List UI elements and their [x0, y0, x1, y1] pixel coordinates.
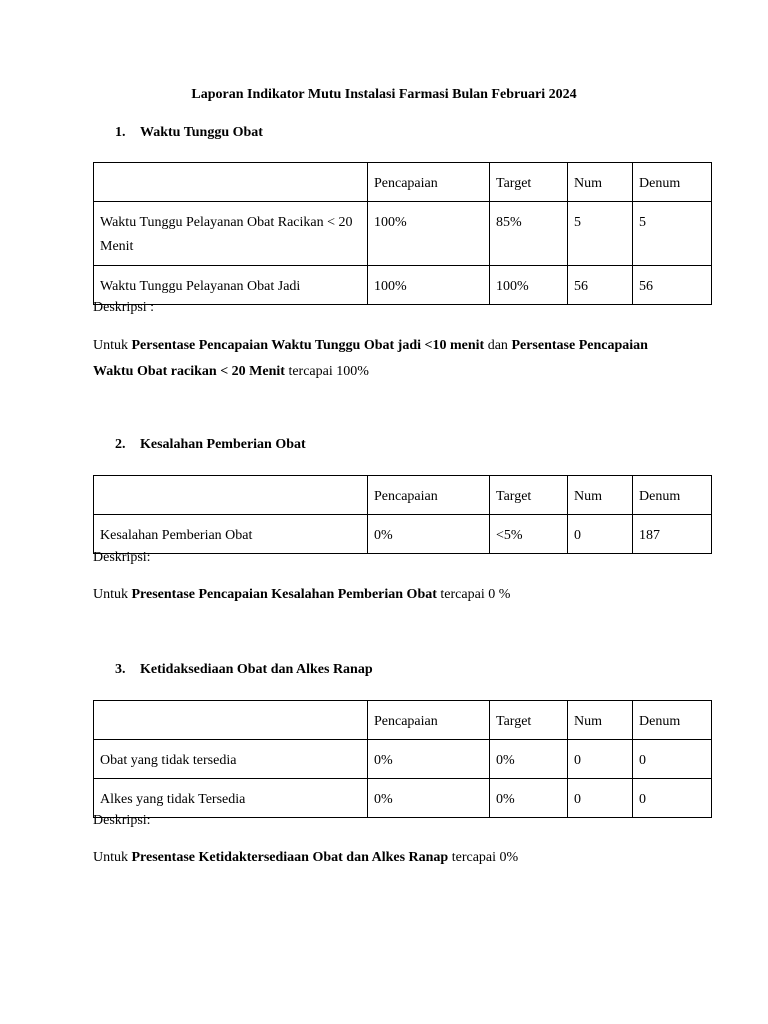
table-header-row	[94, 701, 712, 740]
denum-cell: 56	[633, 266, 712, 305]
indicator-cell: Waktu Tunggu Pelayanan Obat Jadi	[94, 266, 368, 305]
pencapaian-cell: 0%	[368, 779, 490, 818]
header-cell: Target	[490, 701, 568, 740]
table-header-row	[94, 163, 712, 202]
table-kesalahan	[93, 475, 712, 554]
header-cell	[94, 163, 368, 202]
target-cell: 85%	[490, 202, 568, 266]
target-cell: <5%	[490, 515, 568, 554]
pencapaian-cell: 0%	[368, 515, 490, 554]
description-text	[93, 333, 673, 385]
header-cell: Pencapaian	[368, 163, 490, 202]
section-number: 2.	[115, 437, 126, 452]
denum-cell: 0	[633, 779, 712, 818]
desc-text: tercapai 0%	[448, 850, 519, 865]
section-heading-waktu-tunggu	[115, 125, 263, 141]
section-title: Kesalahan Pemberian Obat	[140, 437, 306, 452]
section-title: Waktu Tunggu Obat	[140, 125, 263, 140]
denum-cell: 0	[633, 740, 712, 779]
header-cell: Denum	[633, 701, 712, 740]
pencapaian-cell: 0%	[368, 740, 490, 779]
num-cell: 0	[568, 779, 633, 818]
pencapaian-cell: 100%	[368, 266, 490, 305]
description-text	[93, 845, 673, 871]
indicator-cell: Kesalahan Pemberian Obat	[94, 515, 368, 554]
table-row	[94, 202, 712, 266]
table-row	[94, 266, 712, 305]
desc-bold: Persentase Pencapaian Waktu Obat racikan < 20 Menit	[93, 338, 648, 379]
desc-text: Untuk	[93, 850, 132, 865]
table-row	[94, 779, 712, 818]
header-cell: Target	[490, 163, 568, 202]
header-cell	[94, 476, 368, 515]
section-number: 1.	[115, 125, 126, 140]
header-cell: Denum	[633, 163, 712, 202]
description-label: Deskripsi:	[93, 550, 151, 565]
pencapaian-cell: 100%	[368, 202, 490, 266]
desc-bold: Presentase Pencapaian Kesalahan Pemberian Obat	[131, 587, 437, 602]
table-ketidaksediaan	[93, 700, 712, 818]
section-heading-ketidaksediaan	[115, 662, 373, 678]
description-text	[93, 582, 673, 608]
description-label: Deskripsi :	[93, 300, 155, 315]
table-header-row	[94, 476, 712, 515]
num-cell: 56	[568, 266, 633, 305]
header-cell	[94, 701, 368, 740]
table-waktu-tunggu	[93, 162, 712, 305]
indicator-cell: Alkes yang tidak Tersedia	[94, 779, 368, 818]
desc-text: Untuk	[93, 338, 132, 353]
header-cell: Pencapaian	[368, 701, 490, 740]
desc-bold: Persentase Pencapaian Waktu Tunggu Obat jadi <10 menit	[131, 338, 485, 353]
indicator-cell: Waktu Tunggu Pelayanan Obat Racikan < 20 Menit	[94, 202, 368, 266]
desc-text: tercapai 100%	[284, 364, 369, 379]
desc-text: Untuk	[93, 587, 132, 602]
num-cell: 0	[568, 740, 633, 779]
section-number: 3.	[115, 662, 126, 677]
header-cell: Denum	[633, 476, 712, 515]
target-cell: 0%	[490, 779, 568, 818]
table-row	[94, 740, 712, 779]
section-heading-kesalahan	[115, 437, 306, 453]
denum-cell: 187	[633, 515, 712, 554]
num-cell: 0	[568, 515, 633, 554]
desc-text: tercapai 0 %	[436, 587, 511, 602]
header-cell: Target	[490, 476, 568, 515]
section-title: Ketidaksediaan Obat dan Alkes Ranap	[140, 662, 373, 677]
header-cell: Num	[568, 163, 633, 202]
desc-bold: Presentase Ketidaktersediaan Obat dan Alkes Ranap	[131, 850, 449, 865]
table-row	[94, 515, 712, 554]
num-cell: 5	[568, 202, 633, 266]
description-label: Deskripsi:	[93, 813, 151, 828]
page-title: Laporan Indikator Mutu Instalasi Farmasi Bulan Februari 2024	[191, 87, 577, 102]
target-cell: 0%	[490, 740, 568, 779]
denum-cell: 5	[633, 202, 712, 266]
indicator-cell: Obat yang tidak tersedia	[94, 740, 368, 779]
header-cell: Num	[568, 701, 633, 740]
desc-text: dan	[484, 338, 512, 353]
header-cell: Num	[568, 476, 633, 515]
target-cell: 100%	[490, 266, 568, 305]
header-cell: Pencapaian	[368, 476, 490, 515]
